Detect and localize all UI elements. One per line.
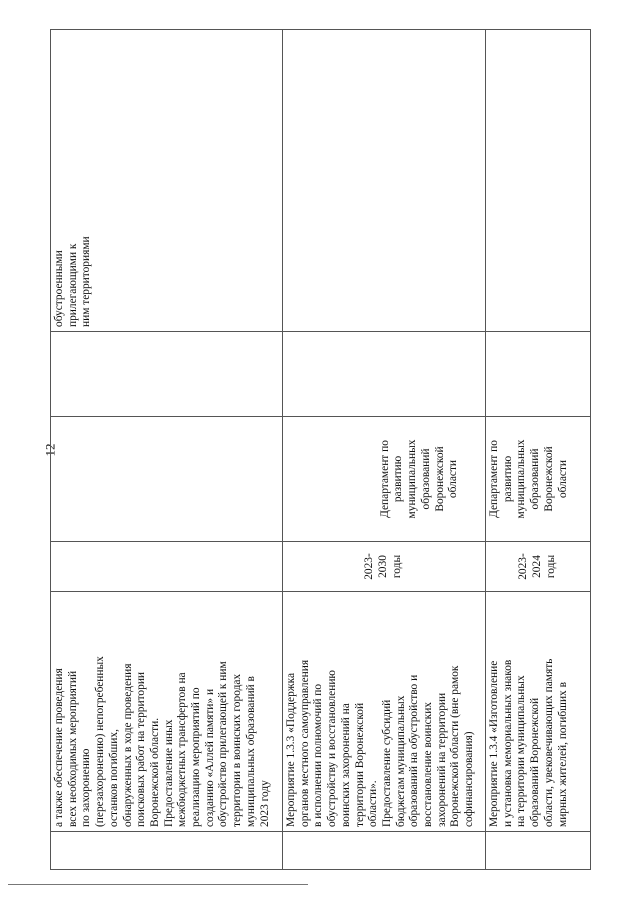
executor-line: области <box>556 459 569 499</box>
measure-line: а также обеспечение проведения <box>53 668 65 827</box>
executor-line: Воронежской <box>542 446 555 512</box>
measure-line: и установка мемориальных знаков <box>501 659 514 827</box>
number-cell <box>283 832 486 870</box>
executor-line: образований <box>419 448 432 510</box>
period-line: 2030 <box>377 555 390 578</box>
measure-line: муниципальных образований в <box>244 676 257 827</box>
indicator-cell <box>486 332 591 417</box>
measure-line: реализацию мероприятий по <box>190 687 203 827</box>
measure-line: территории Воронежской <box>353 702 366 827</box>
page-number: 12 <box>42 443 58 457</box>
measures-table <box>50 29 591 870</box>
period-line: годы <box>544 554 557 579</box>
measure-line: 2023 году <box>258 780 271 827</box>
result-cell <box>51 30 283 332</box>
number-cell <box>51 832 283 870</box>
period-cell <box>51 542 283 592</box>
measure-line: бюджетам муниципальных <box>394 695 407 827</box>
measure-line: образований Воронежской <box>529 697 542 827</box>
measure-line: Воронежской области (вне рамок <box>449 665 462 827</box>
measure-cell <box>283 592 486 832</box>
measure-line: Предоставление иных <box>162 719 175 827</box>
measure-line: области, увековечивающих память <box>542 658 555 827</box>
period-line: годы <box>390 554 403 579</box>
measure-line: останков погибших, <box>107 729 120 827</box>
executor-line: муниципальных <box>515 439 528 519</box>
measure-line: органов местного самоуправления <box>298 659 311 827</box>
measure-line: Мероприятие 1.3.4 «Изготовление <box>488 660 500 827</box>
measure-line: образований на обустройство и <box>408 674 421 827</box>
landscape-table-page <box>50 30 590 870</box>
executor-line: Департамент по <box>378 440 391 518</box>
measure-line: Предоставление субсидий <box>380 699 393 827</box>
table-row <box>486 30 591 870</box>
result-line: ним территориями <box>80 236 93 327</box>
period-cell <box>486 542 591 592</box>
result-cell <box>486 30 591 332</box>
result-line: обустроенными <box>53 250 65 327</box>
measure-line: софинансирования) <box>463 731 476 827</box>
executor-line: Воронежской <box>433 446 446 512</box>
indicator-cell <box>283 332 486 417</box>
measure-line: обустройству и восстановлению <box>326 670 339 827</box>
measure-line: Мероприятие 1.3.3 «Поддержка <box>285 672 297 827</box>
executor-cell <box>51 417 283 542</box>
measure-line: по захоронению <box>80 748 93 827</box>
result-cell <box>283 30 486 332</box>
executor-line: муниципальных <box>406 439 419 519</box>
executor-line: Департамент по <box>488 440 500 518</box>
measure-line: мирных жителей, погибших в <box>556 682 569 827</box>
table-row <box>51 30 283 870</box>
measure-line: воинских захоронений на <box>339 703 352 827</box>
period-line: 2024 <box>531 555 544 578</box>
measure-line: обустройство прилегающей к ним <box>217 661 230 827</box>
executor-line: образований <box>529 448 542 510</box>
measure-line: (перезахоронению) непогребенных <box>94 656 107 827</box>
executor-cell <box>486 417 591 542</box>
executor-line: развитию <box>392 455 405 503</box>
period-cell <box>283 542 486 592</box>
measure-line: поисковых работ на территории <box>135 671 148 827</box>
result-line: прилегающими к <box>66 243 79 327</box>
period-line: 2023- <box>517 553 530 580</box>
measure-line: межбюджетных трансфертов на <box>176 672 189 827</box>
executor-line: развитию <box>501 455 514 503</box>
measure-line: восстановление воинских <box>422 702 435 827</box>
number-cell <box>486 832 591 870</box>
period-line: 2023- <box>363 553 376 580</box>
indicator-cell <box>51 332 283 417</box>
measure-line: всех необходимых мероприятий <box>66 670 79 827</box>
executor-cell <box>283 417 486 542</box>
measure-line: области». <box>367 780 380 827</box>
measure-line: обнаруженных в ходе проведения <box>121 663 134 827</box>
measure-line: созданию «Аллей памяти» и <box>203 688 216 827</box>
measure-line: в исполнении полномочий по <box>312 683 325 827</box>
measure-line: Воронежской области. <box>148 717 161 827</box>
table-row <box>283 30 486 870</box>
measure-line: на территории муниципальных <box>515 675 528 827</box>
measure-line: территории в воинских городах <box>231 673 244 827</box>
executor-line: области <box>447 459 460 499</box>
measure-line: захоронений на территории <box>435 692 448 827</box>
measure-cell <box>51 592 283 832</box>
scan-edge-line <box>8 884 308 885</box>
measure-cell <box>486 592 591 832</box>
